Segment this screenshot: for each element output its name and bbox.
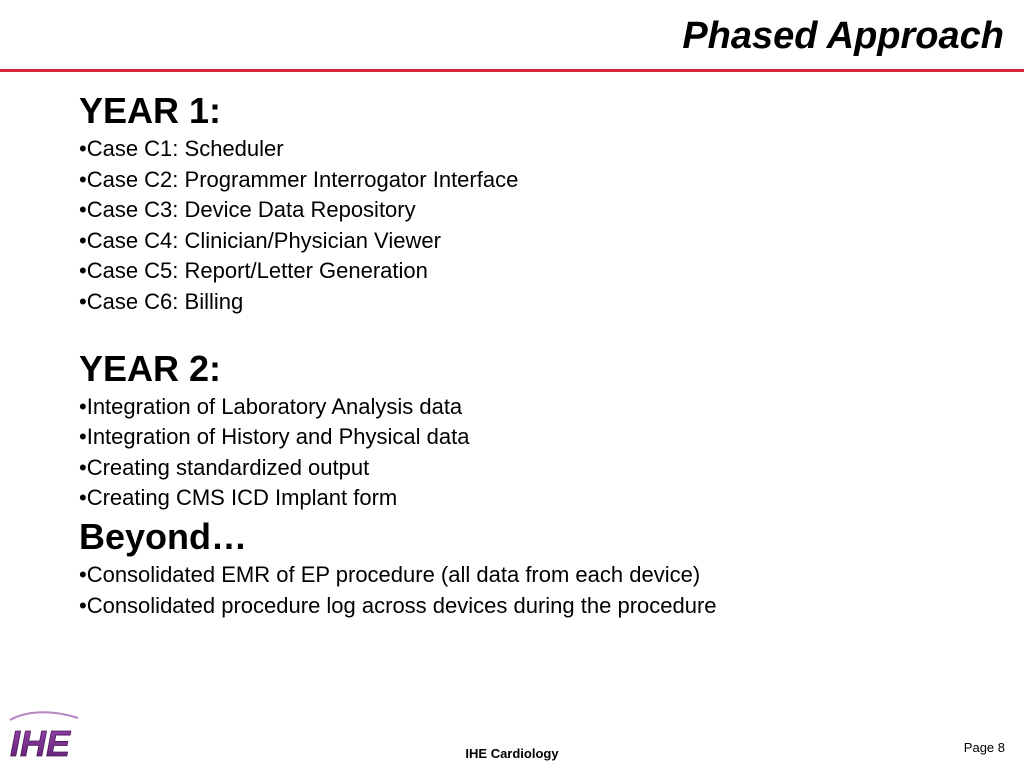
page-number: Page 8 bbox=[963, 740, 1005, 755]
list-item: •Case C3: Device Data Repository bbox=[79, 197, 416, 223]
section-beyond bbox=[79, 514, 999, 621]
bullet-list bbox=[79, 134, 999, 318]
list-item: •Consolidated EMR of EP procedure (all data from each device) bbox=[79, 561, 701, 587]
list-item: •Case C4: Clinician/Physician Viewer bbox=[79, 227, 441, 253]
section-heading: YEAR 2: bbox=[79, 347, 222, 389]
logo-text: IHE bbox=[10, 723, 71, 764]
bullet-list bbox=[79, 392, 999, 514]
section-year-1 bbox=[79, 88, 999, 318]
list-item: •Consolidated procedure log across devices during the procedure bbox=[79, 592, 717, 618]
list-item: •Integration of Laboratory Analysis data bbox=[79, 393, 463, 419]
slide-title: Phased Approach bbox=[682, 15, 1004, 57]
section-heading: YEAR 1: bbox=[79, 90, 222, 131]
section-heading: Beyond… bbox=[79, 515, 248, 557]
list-item: •Case C5: Report/Letter Generation bbox=[79, 258, 428, 284]
list-item: •Creating CMS ICD Implant form bbox=[79, 485, 398, 511]
list-item: •Case C6: Billing bbox=[79, 288, 244, 314]
list-item: •Integration of History and Physical data bbox=[79, 424, 470, 450]
bullet-list bbox=[79, 560, 999, 621]
footer-title: IHE Cardiology bbox=[465, 746, 559, 761]
title-divider bbox=[0, 69, 1024, 72]
list-item: •Case C2: Programmer Interrogator Interface bbox=[79, 166, 519, 192]
section-year-2 bbox=[79, 346, 999, 514]
slide-content bbox=[79, 88, 999, 621]
logo-swoosh bbox=[10, 712, 78, 720]
list-item: •Creating standardized output bbox=[79, 454, 370, 480]
section-spacer bbox=[79, 318, 999, 346]
list-item: •Case C1: Scheduler bbox=[79, 136, 284, 161]
